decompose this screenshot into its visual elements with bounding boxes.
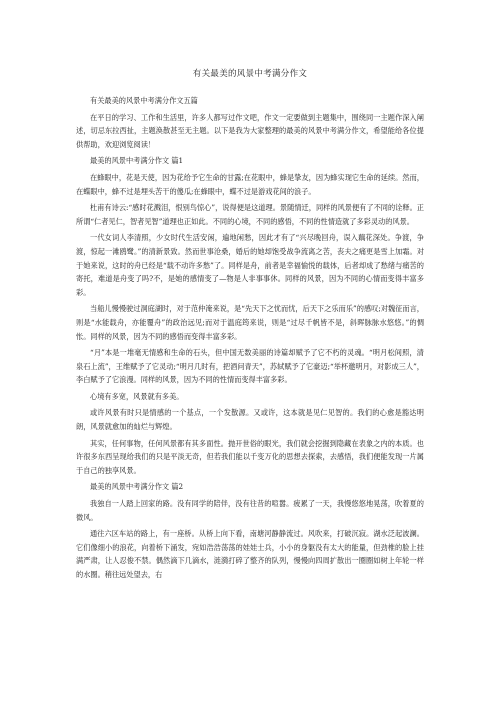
document-page — [76, 68, 424, 585]
section-heading-2: 最美的风景中考满分作文 篇2 — [90, 482, 184, 492]
body-paragraph: 杜甫有诗云:“感时花溅泪，恨别鸟惊心”，说得便是这道理。景随情迁，同样的风景便有了不同的诠释。正所谓“仁者见仁，智者见智”道理也正如此。不同的心境，不同的感悟，不同的性情造就了多彩灵动的风景。 — [76, 203, 424, 226]
body-paragraph: 我独自一人踏上回家的路。没有同学的陪伴，没有往昔的喧嚣。疲累了一天，我慢悠悠地晃荡，吹着夏的微风。 — [76, 499, 424, 522]
body-paragraph: 通往六区车站的路上，有一座桥。从桥上向下看，南塘河静静流过。风吹来，打破沉寂。湖水泛起波澜。它们像细小的浪花，向着桥下涌发，宛如浩浩荡荡的娃娃士兵，小小的身躯没有太大的能量，但劲椎的脸上挂满严肃，让人忍俊不禁。偶然滴下几滴水，涟漪打碎了整齐的队列，慢慢向四周扩散出一圈圈如树上年轮一样的水圈。稍往远处望去，右 — [76, 529, 424, 579]
subtitle-heading: 有关最美的风景中考满分作文五篇 — [90, 96, 198, 105]
body-paragraph: 其实，任何事物，任何风景都有其多面性。抛开世俗的眼光，我们就会挖掘到隐藏在表象之内的本质。也许很多东西呈现给我们的只是平淡无奇，但若我们能以千变万化的思想去探索，去感悟，我们便能发现一片属于自己的独享风景。 — [76, 438, 424, 475]
body-paragraph: 一代女词人李清照，少女时代生活安闲，遍地闲愁，因此才有了“兴尽晚回舟，误入藕花深处。争渡，争渡，惊起一滩鸥鹭。”的清新景致。然而世事沧桑，婚后的她却饱受战争流离之苦，丧夫之痛更是雪上加霜。对于她来说，这时的舟已经是“载不动许多愁”了。同样是舟，前者是幸福愉悦的载体，后者却成了愁绪与痛苦的寄托，难道是舟变了吗?不，是她的感情变了—物是人非事事休。同样的风景，因为不同的心情而变得丰富多彩。 — [76, 233, 424, 297]
body-paragraph: 当船儿慢慢驶过洞庭湖时，对于范仲淹来说，是“先天下之忧而忧，后天下之乐而乐”的感叹;对魏征而言，则是“水能载舟，亦能覆舟”的政治远见;而对于温庭筠来说，则是“过尽千帆皆不是，斜晖脉脉水悠悠。”的惆怅。同样的风景，因为不同的感悟而变得丰富多彩。 — [76, 304, 424, 341]
body-paragraph: 心境有多宽，风景就有多美。 — [90, 391, 184, 401]
body-paragraph: 或许风景有时只是情感的一个基点，一个发散源。又或许，这本就是见仁见智的。我们的心愈是豁达明朗，风景就愈加的灿烂与辉煌。 — [76, 408, 424, 432]
body-paragraph: 在蜂眼中，花是天使，因为花给予它生命的甘露;在花眼中，蜂是挚友，因为蜂实现它生命的延续。然而，在蝶眼中，蜂不过是埋头苦干的傻瓜;在蜂眼中，蝶不过是游戏花间的浪子。 — [76, 172, 424, 196]
body-paragraph: “月”本是一堆毫无情感和生命的石头，但中国无数美丽的诗篇却赋予了它不朽的灵魂。“明月松间照，清泉石上流”，王维赋予了它灵动;“明月几时有，把酒问青天”，苏轼赋予了它豪迈;“举杯邀明月，对影成三人”，李白赋予了它浪漫。同样的风景，因为不同的性情而变得丰富多彩。 — [76, 348, 424, 385]
section-heading-1: 最美的风景中考满分作文 篇1 — [90, 156, 184, 166]
intro-paragraph: 在平日的学习、工作和生活里，许多人都写过作文吧，作文一定要做到主题集中，围绕同一主题作深入阐述，切忌东拉西扯，主题涣散甚至无主题。以下是我为大家整理的最美的风景中考满分作文，希望能给各位提供帮助，欢迎浏览阅读！ — [76, 112, 424, 149]
document-title: 有关最美的风景中考满分作文 — [192, 69, 308, 79]
